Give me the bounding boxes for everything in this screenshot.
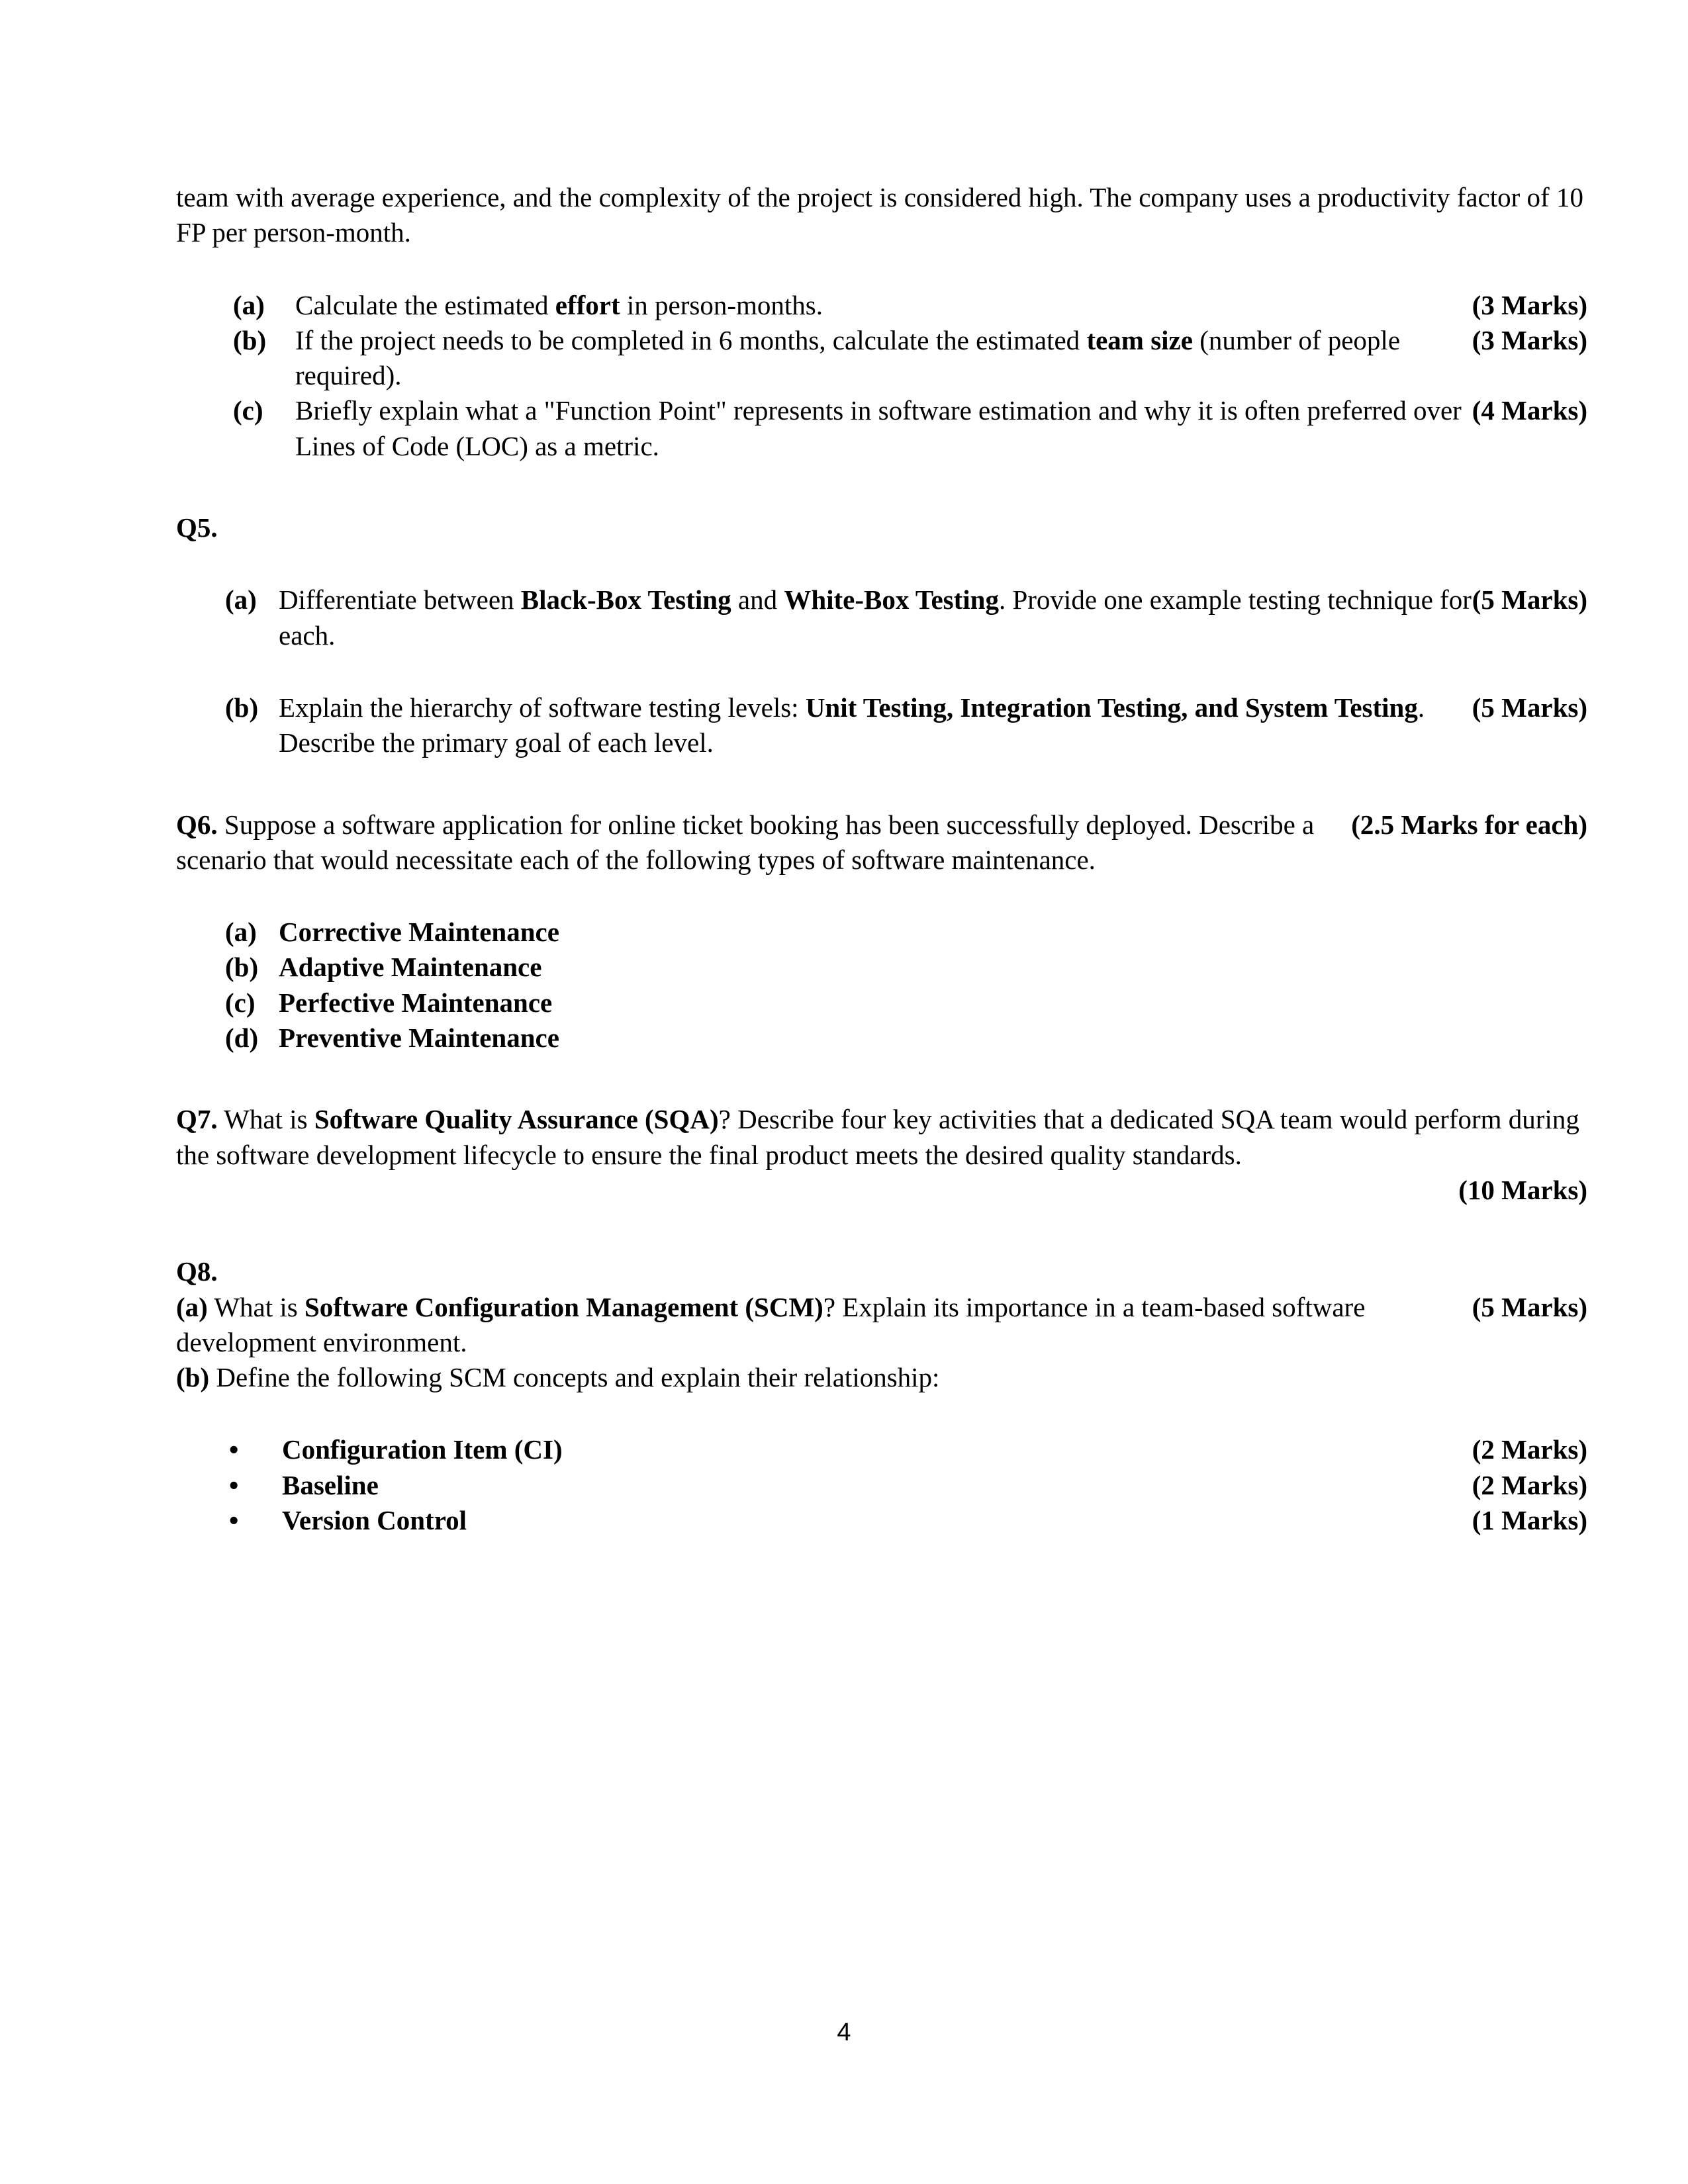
term-scm: Software Configuration Management (SCM) <box>304 1291 823 1322</box>
q6-text: Suppose a software application for online ticket booking has been successfully deployed. Describe a scenario that would necessitate each of the following types of software maintenance. <box>176 809 1315 875</box>
segment-1: Explain the hierarchy of software testing levels: <box>279 692 806 723</box>
bullet-icon: • <box>229 1434 239 1465</box>
list-item-text-after: in person-months. <box>620 289 823 320</box>
list-marker: (a) <box>233 289 265 320</box>
segment-2: and <box>731 584 784 615</box>
list-item <box>176 690 1587 761</box>
list-item-label: Version Control <box>282 1505 467 1536</box>
list-item-label: Adaptive Maintenance <box>279 952 542 983</box>
list-item <box>176 985 1587 1021</box>
marks-value: (3 Marks) <box>1472 289 1587 320</box>
spacer <box>176 251 1587 288</box>
list-marker: (c) <box>225 987 256 1018</box>
list-item <box>176 950 1587 985</box>
marks-value: (4 Marks) <box>1472 395 1587 426</box>
list-marker: (a) <box>225 584 257 615</box>
marks-value: (3 Marks) <box>1472 324 1587 355</box>
segment-1: Differentiate between <box>279 584 521 615</box>
q7-label: Q7. <box>176 1104 218 1135</box>
q5-heading: Q5. <box>176 512 218 543</box>
intro-paragraph: team with average experience, and the complexity of the project is considered high. The company uses a productivity factor of 10 FP per person-month. <box>176 182 1583 248</box>
spacer <box>176 545 1587 582</box>
segment-1: What is <box>217 1104 314 1135</box>
spacer <box>176 464 1587 510</box>
q8-concepts-list <box>176 1432 1587 1538</box>
marks-value: (2 Marks) <box>1472 1469 1587 1500</box>
marks-value: (5 Marks) <box>1472 1291 1587 1322</box>
marks-value: (2 Marks) <box>1472 1434 1587 1465</box>
term-sqa: Software Quality Assurance (SQA) <box>314 1104 719 1135</box>
list-marker: (a) <box>225 917 257 948</box>
list-item-emphasis: effort <box>555 289 620 320</box>
term-testing-levels: Unit Testing, Integration Testing, and System Testing <box>805 692 1418 723</box>
marks-value: (5 Marks) <box>1472 692 1587 723</box>
list-item <box>176 1468 1587 1503</box>
q4-sub-list <box>176 288 1587 464</box>
q8-part-b <box>176 1360 1587 1395</box>
marks-value: (2.5 Marks for each) <box>1351 809 1587 840</box>
q8-heading: Q8. <box>176 1256 218 1287</box>
page-content <box>176 180 1587 1538</box>
list-item-emphasis: team size <box>1086 324 1193 355</box>
marks-value: (5 Marks) <box>1472 584 1587 615</box>
list-item <box>176 582 1587 653</box>
spacer <box>176 761 1587 807</box>
list-item <box>176 915 1587 950</box>
list-item <box>176 1021 1587 1056</box>
list-item-label: Corrective Maintenance <box>279 917 559 948</box>
segment-2: ? Describe four key activities that a dedicated SQA team would perform during the software development lifecycle to ensure the final product meets the desired quality standards. <box>176 1104 1579 1170</box>
list-item-text-after: (number of people required). <box>295 324 1401 391</box>
list-item <box>176 323 1587 394</box>
bullet-icon: • <box>229 1469 239 1500</box>
list-item <box>176 393 1587 464</box>
q6-maintenance-list <box>176 915 1587 1056</box>
marks-value: (10 Marks) <box>1458 1174 1587 1205</box>
list-item <box>176 288 1587 323</box>
bullet-icon: • <box>229 1505 239 1536</box>
spacer <box>176 1056 1587 1102</box>
list-marker: (c) <box>233 395 263 426</box>
q6-paragraph <box>176 807 1587 878</box>
list-item-text-before: Calculate the estimated <box>295 289 555 320</box>
list-marker: (b) <box>225 692 259 723</box>
segment-3: . Provide one example testing technique for each. <box>279 584 1472 651</box>
list-item <box>176 1432 1587 1467</box>
list-item-label: Baseline <box>282 1469 379 1500</box>
q8-part-b-text: Define the following SCM concepts and explain their relationship: <box>209 1362 940 1393</box>
list-marker: (b) <box>233 324 267 355</box>
marks-value: (1 Marks) <box>1472 1505 1587 1536</box>
spacer <box>176 1395 1587 1432</box>
list-item-text-before: Briefly explain what a "Function Point" represents in software estimation and why it is often preferred over Lines of Code (LOC) as a metric. <box>295 395 1462 461</box>
segment-2: ? Explain its importance in a team-based software development environment. <box>176 1291 1366 1357</box>
spacer <box>176 878 1587 915</box>
list-marker: (d) <box>225 1023 259 1054</box>
segment-3: . Describe the primary goal of each level. <box>279 692 1425 758</box>
segment-1: What is <box>207 1291 305 1322</box>
list-item-label: Perfective Maintenance <box>279 987 553 1018</box>
part-marker-b: (b) <box>176 1362 210 1393</box>
q7-paragraph <box>176 1102 1587 1208</box>
term-black-box-testing: Black-Box Testing <box>520 584 731 615</box>
spacer <box>176 1208 1587 1254</box>
q6-label: Q6. <box>176 809 218 840</box>
part-marker-a: (a) <box>176 1291 208 1322</box>
q8-part-a <box>176 1290 1587 1361</box>
list-item-label: Configuration Item (CI) <box>282 1434 563 1465</box>
list-item-text-before: If the project needs to be completed in 6 months, calculate the estimated <box>295 324 1087 355</box>
page-number: 4 <box>837 2019 851 2046</box>
list-marker: (b) <box>225 952 259 983</box>
list-item <box>176 1503 1587 1538</box>
list-item-label: Preventive Maintenance <box>279 1023 559 1054</box>
term-white-box-testing: White-Box Testing <box>784 584 999 615</box>
q5-sub-list <box>176 582 1587 760</box>
